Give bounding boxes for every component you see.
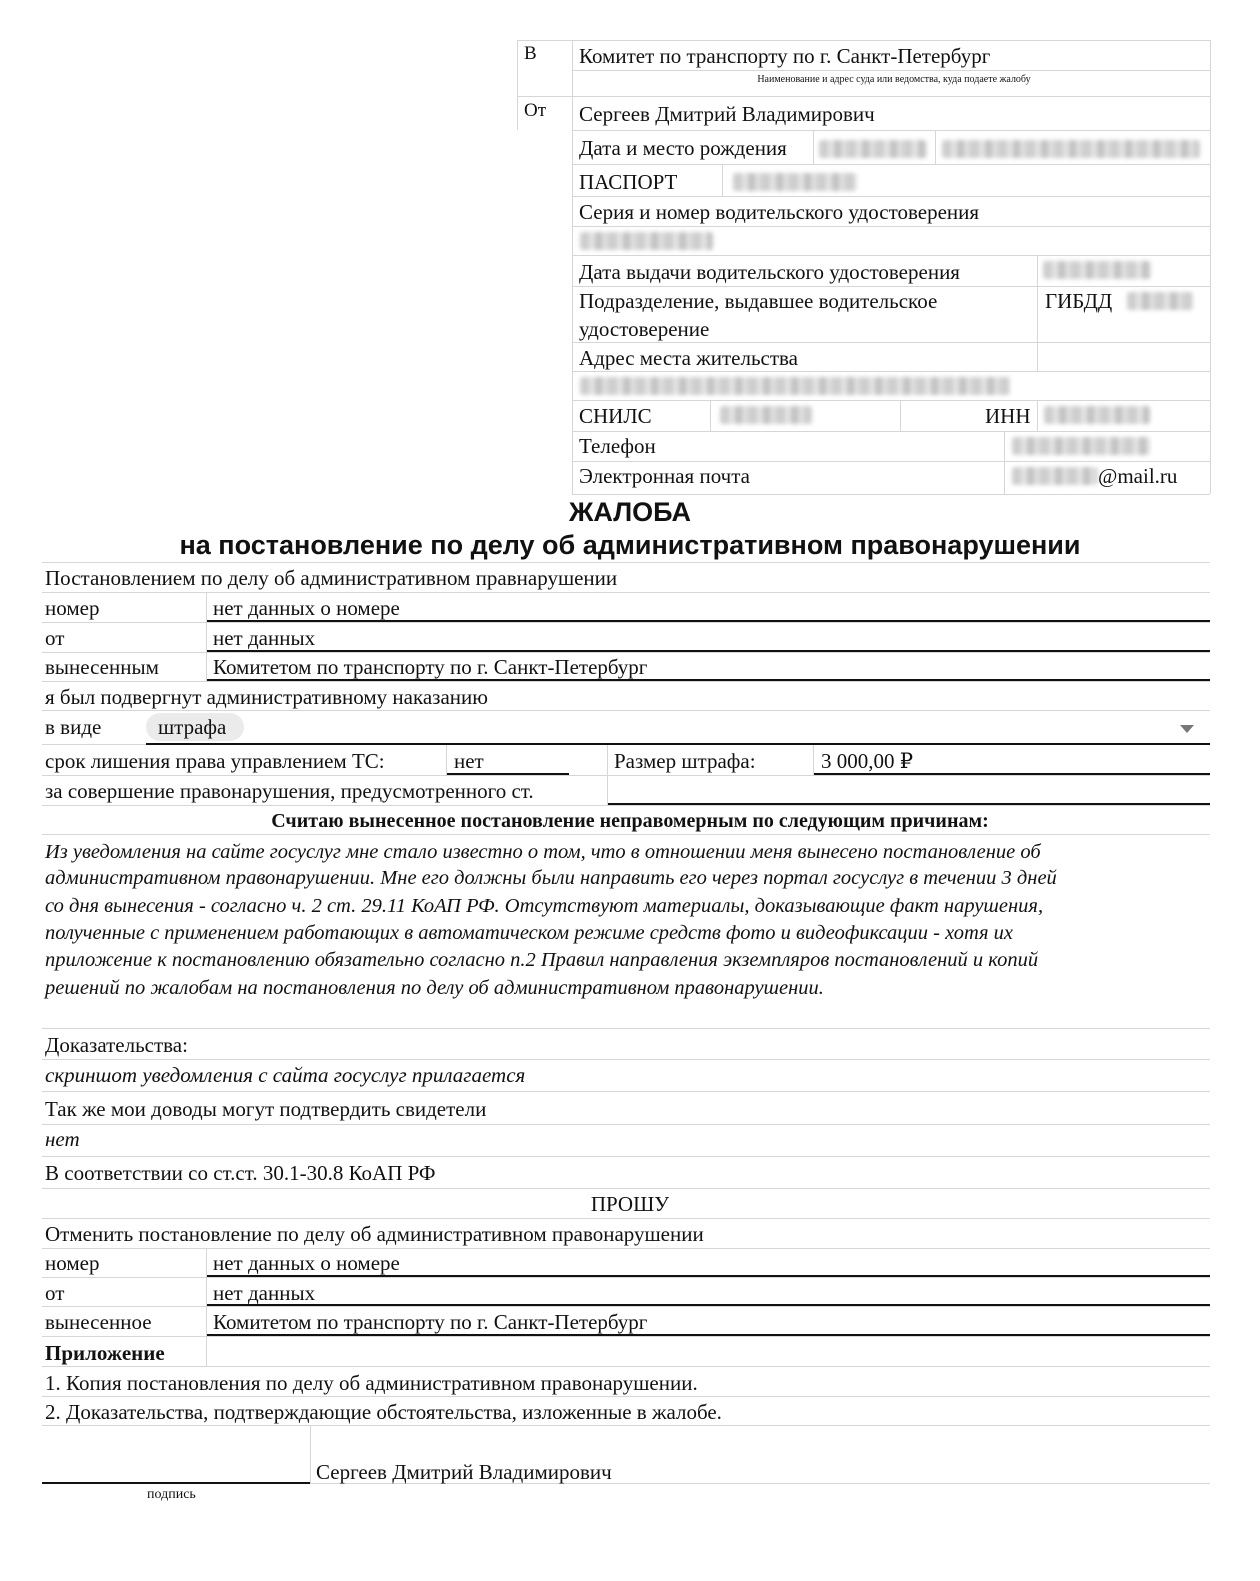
document-subtitle: на постановление по делу об административном правонарушении	[179, 530, 1081, 560]
request-date-label: от	[45, 1281, 65, 1305]
redacted-license-issuer	[1127, 292, 1193, 310]
decision-issuer-label: вынесенным	[45, 655, 159, 679]
redacted-license-date	[1043, 261, 1151, 279]
punishment-kind-label: в виде	[45, 715, 102, 739]
reasons-line-2: административном правонарушении. Мне его должны были направить его через портал госуслуг в течении 3 дней	[45, 867, 1057, 889]
request-number-label: номер	[45, 1251, 100, 1275]
address-label: Адрес места жительства	[579, 346, 798, 370]
redacted-license-number	[580, 232, 713, 250]
inn-label: ИНН	[985, 404, 1031, 428]
request-date-value: нет данных	[213, 1281, 316, 1305]
request-issuer-value: Комитетом по транспорту по г. Санкт-Петербург	[213, 1310, 648, 1334]
redacted-email	[1012, 467, 1098, 485]
punishment-kind-value: штрафа	[158, 715, 227, 739]
redacted-birth-place	[942, 140, 1200, 158]
license-label: Серия и номер водительского удостоверения	[579, 200, 980, 224]
from-label: От	[524, 100, 547, 121]
signature-caption: подпись	[147, 1487, 196, 1502]
witness-value: нет	[45, 1127, 80, 1151]
to-value: Комитет по транспорту по г. Санкт-Петербург	[579, 44, 991, 68]
email-label: Электронная почта	[579, 464, 750, 488]
article-label: за совершение правонарушения, предусмотренного ст.	[45, 779, 534, 803]
birth-label: Дата и место рождения	[579, 136, 787, 160]
chevron-down-icon[interactable]	[1180, 725, 1194, 733]
fine-value: 3 000,00 ₽	[821, 749, 914, 773]
attachments-heading: Приложение	[45, 1341, 165, 1365]
fine-label: Размер штрафа:	[614, 749, 756, 773]
request-text: Отменить постановление по делу об административном правонарушении	[45, 1222, 704, 1246]
evidence-value: скриншот уведомления с сайта госуслуг прилагается	[45, 1063, 526, 1087]
decision-date-label: от	[45, 626, 65, 650]
deprivation-value: нет	[454, 749, 484, 773]
redacted-snils	[720, 406, 812, 424]
request-heading: ПРОШУ	[590, 1192, 670, 1216]
redacted-inn	[1044, 406, 1150, 424]
signature-line[interactable]	[42, 1482, 310, 1484]
signature-name: Сергеев Дмитрий Владимирович	[316, 1460, 612, 1484]
license-issuer-label-1: Подразделение, выдавшее водительское	[579, 289, 938, 313]
redacted-passport	[733, 173, 857, 191]
license-issuer-label-2: удостоверение	[579, 317, 710, 341]
document-title: ЖАЛОБА	[568, 497, 692, 527]
license-date-label: Дата выдачи водительского удостоверения	[579, 260, 960, 284]
reasons-line-3: со дня вынесения - согласно ч. 2 ст. 29.11 КоАП РФ. Отсутствуют материалы, доказывающие факт нарушения,	[45, 895, 1044, 917]
witness-label: Так же мои доводы могут подтвердить свидетели	[45, 1097, 487, 1121]
license-issuer-value: ГИБДД	[1045, 289, 1113, 313]
evidence-label: Доказательства:	[45, 1033, 188, 1057]
snils-label: СНИЛС	[579, 404, 652, 428]
reasons-heading: Считаю вынесенное постановление неправомерным по следующим причинам:	[271, 810, 989, 832]
reasons-line-1: Из уведомления на сайте госуслуг мне стало известно о том, что в отношении меня вынесено постановление об	[45, 841, 1041, 863]
request-issuer-label: вынесенное	[45, 1310, 152, 1334]
to-label: В	[524, 43, 537, 64]
law-text: В соответствии со ст.ст. 30.1-30.8 КоАП РФ	[45, 1161, 436, 1185]
punished-text: я был подвергнут административному наказанию	[45, 685, 488, 709]
to-caption: Наименование и адрес суда или ведомства, куда подаете жалобу	[757, 74, 1031, 85]
decision-intro: Постановлением по делу об административном правнарушении	[45, 566, 618, 590]
deprivation-label: срок лишения права управлением ТС:	[45, 749, 385, 773]
passport-label: ПАСПОРТ	[579, 170, 678, 194]
reasons-line-5: приложение к постановлению обязательно согласно п.2 Правил направления экземпляров постановлений и копий	[45, 949, 1039, 971]
redacted-birth-date	[819, 140, 927, 158]
phone-label: Телефон	[579, 434, 656, 458]
reasons-line-4: полученные с применением работающих в автоматическом режиме средств фото и видеофиксации - хотя их	[45, 922, 1014, 944]
decision-number-value: нет данных о номере	[213, 596, 400, 620]
reasons-line-6: решений по жалобам на постановления по делу об административном правонарушении.	[45, 977, 824, 999]
request-number-value: нет данных о номере	[213, 1251, 400, 1275]
from-value: Сергеев Дмитрий Владимирович	[579, 102, 875, 126]
decision-issuer-value: Комитетом по транспорту по г. Санкт-Петербург	[213, 655, 648, 679]
email-suffix: @mail.ru	[1098, 464, 1178, 488]
redacted-phone	[1012, 437, 1150, 455]
redacted-address	[580, 377, 1010, 395]
attachment-item-1: 1. Копия постановления по делу об административном правонарушении.	[45, 1371, 698, 1395]
attachment-item-2: 2. Доказательства, подтверждающие обстоятельства, изложенные в жалобе.	[45, 1400, 722, 1424]
decision-date-value: нет данных	[213, 626, 316, 650]
decision-number-label: номер	[45, 596, 100, 620]
